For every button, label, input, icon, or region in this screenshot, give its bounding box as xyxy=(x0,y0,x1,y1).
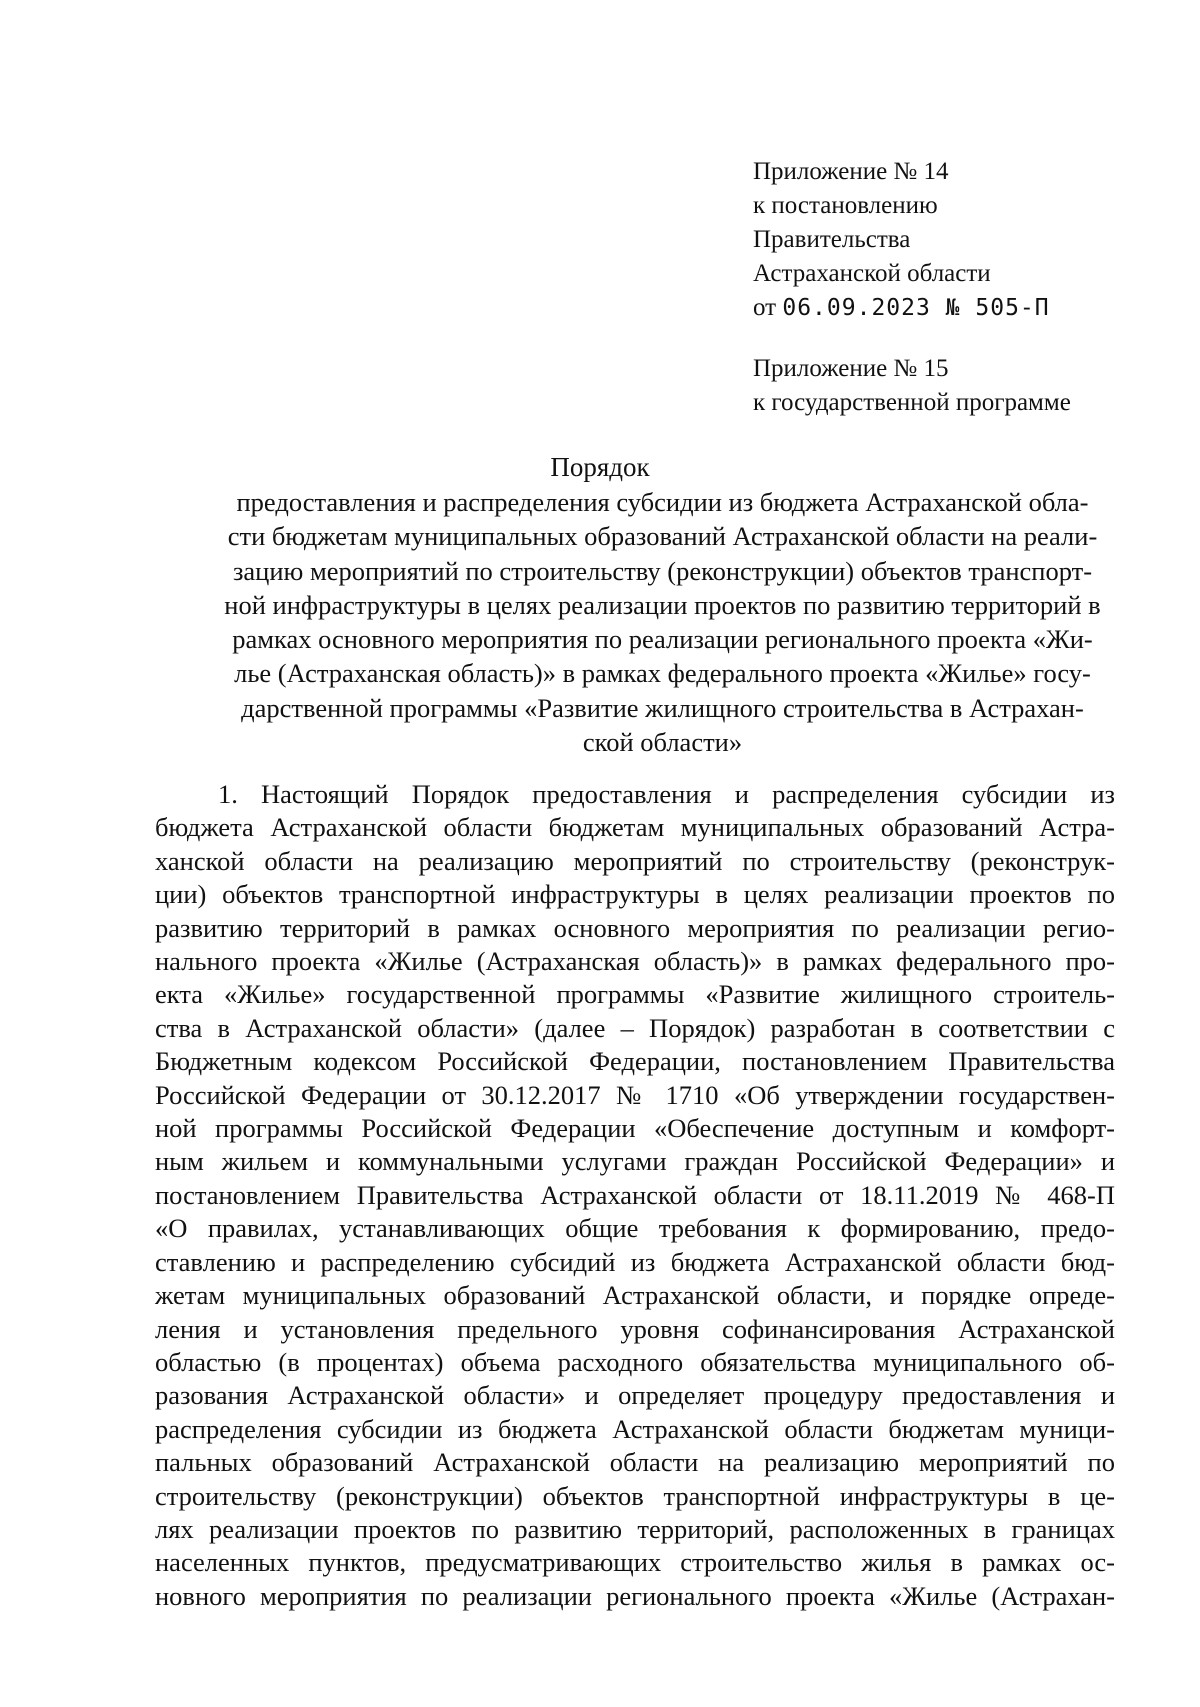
paragraph-line: распределения субсидии из бюджета Астраханской области бюджетам муници- xyxy=(155,1413,1115,1444)
paragraph-line: пальных образований Астраханской области на реализацию мероприятий по xyxy=(155,1447,1115,1478)
paragraph-line: нального проекта «Жилье (Астраханская область)» в рамках федерального про- xyxy=(155,946,1115,977)
paragraph-line: ным жильем и коммунальными услугами граждан Российской Федерации» и xyxy=(155,1146,1115,1177)
paragraph-line: развитию территорий в рамках основного мероприятия по реализации регио- xyxy=(155,912,1115,943)
paragraph-line: Российской Федерации от 30.12.2017 № 1710 «Об утверждении государствен- xyxy=(155,1079,1115,1110)
paragraph-line: новного мероприятия по реализации регионального проекта «Жилье (Астрахан- xyxy=(155,1580,1115,1611)
paragraph-line: бюджета Астраханской области бюджетам муниципальных образований Астра- xyxy=(155,812,1115,843)
paragraph-line: населенных пунктов, предусматривающих строительство жилья в рамках ос- xyxy=(155,1547,1115,1578)
appendix-14-line: Астраханской области xyxy=(753,260,991,287)
paragraph-line: ной программы Российской Федерации «Обеспечение доступным и комфорт- xyxy=(155,1113,1115,1144)
appendix-14-line: Приложение № 14 xyxy=(753,158,949,185)
paragraph-line: Бюджетным кодексом Российской Федерации, постановлением Правительства xyxy=(155,1046,1115,1077)
appendix-14-line: к постановлению xyxy=(753,192,938,219)
subtitle-line: ной инфраструктуры в целях реализации проектов по развитию территорий в xyxy=(224,589,1101,620)
paragraph-line: жетам муниципальных образований Астраханской области, и порядке опреде- xyxy=(155,1280,1115,1311)
paragraph-line: ления и установления предельного уровня софинансирования Астраханской xyxy=(155,1313,1115,1344)
resolution-date-number: 06.09.2023 № 505-П xyxy=(782,295,1050,321)
appendix-15-line: к государственной программе xyxy=(753,389,1071,416)
paragraph-1 xyxy=(155,778,1115,1613)
document-subtitle xyxy=(190,485,1135,759)
subtitle-line: лье (Астраханская область)» в рамках федерального проекта «Жилье» госу- xyxy=(234,658,1091,689)
subtitle-line: рамках основного мероприятия по реализации регионального проекта «Жи- xyxy=(232,624,1093,655)
paragraph-line: ханской области на реализацию мероприятий по строительству (реконструк- xyxy=(155,845,1115,876)
subtitle-line: ской области» xyxy=(582,727,743,758)
appendix-15-line: Приложение № 15 xyxy=(753,355,949,382)
paragraph-line: областью (в процентах) объема расходного обязательства муниципального об- xyxy=(155,1346,1115,1377)
subtitle-line: предоставления и распределения субсидии из бюджета Астраханской обла- xyxy=(236,487,1089,517)
appendix-14-line: Правительства xyxy=(753,226,911,253)
paragraph-line: ции) объектов транспортной инфраструктуры в целях реализации проектов по xyxy=(155,879,1115,910)
paragraph-line: разования Астраханской области» и определяет процедуру предоставления и xyxy=(155,1380,1115,1411)
appendix-15-block xyxy=(753,352,1071,420)
paragraph-line: ставлению и распределению субсидий из бюджета Астраханской области бюд- xyxy=(155,1246,1115,1277)
subtitle-line: дарственной программы «Развитие жилищного строительства в Астрахан- xyxy=(241,692,1084,723)
paragraph-line: строительству (реконструкции) объектов транспортной инфраструктуры в це- xyxy=(155,1480,1115,1511)
document-title: Порядок xyxy=(550,452,650,482)
paragraph-line: екта «Жилье» государственной программы «Развитие жилищного строитель- xyxy=(155,979,1115,1010)
subtitle-line: сти бюджетам муниципальных образований Астраханской области на реали- xyxy=(227,521,1098,552)
appendix-14-date-line xyxy=(753,291,1050,325)
paragraph-line: ства в Астраханской области» (далее – Порядок) разработан в соответствии с xyxy=(155,1012,1115,1043)
paragraph-line: лях реализации проектов по развитию территорий, расположенных в границах xyxy=(155,1513,1115,1544)
paragraph-line: «О правилах, устанавливающих общие требования к формированию, предо- xyxy=(155,1213,1115,1244)
paragraph-line: постановлением Правительства Астраханской области от 18.11.2019 № 468-П xyxy=(155,1179,1115,1210)
date-prefix: от xyxy=(753,294,777,321)
appendix-14-block xyxy=(753,155,1050,325)
subtitle-line: зацию мероприятий по строительству (реконструкции) объектов транспорт- xyxy=(232,555,1093,586)
paragraph-line: 1. Настоящий Порядок предоставления и распределения субсидии из xyxy=(218,779,1115,809)
